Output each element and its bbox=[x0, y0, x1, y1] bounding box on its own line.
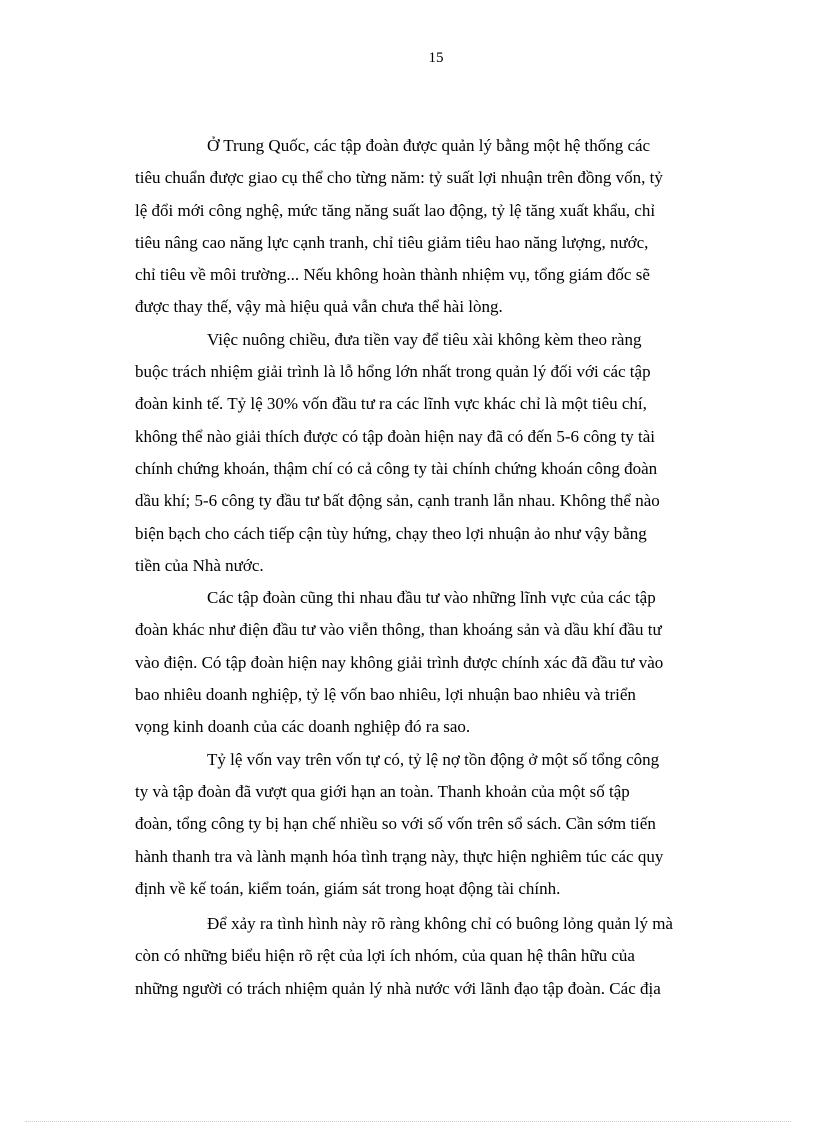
text-line: biện bạch cho cách tiếp cận tùy hứng, chạy theo lợi nhuận ảo như vậy bằng bbox=[135, 523, 647, 543]
text-line: Việc nuông chiều, đưa tiền vay để tiêu xài không kèm theo ràng bbox=[207, 329, 642, 349]
page-number: 15 bbox=[428, 50, 444, 66]
text-line: tiêu nâng cao năng lực cạnh tranh, chỉ tiêu giảm tiêu hao năng lượng, nước, bbox=[135, 232, 649, 252]
text-line: dầu khí; 5-6 công ty đầu tư bất động sản, cạnh tranh lẫn nhau. Không thể nào bbox=[135, 491, 660, 511]
text-line: chỉ tiêu về môi trường... Nếu không hoàn thành nhiệm vụ, tổng giám đốc sẽ bbox=[135, 265, 650, 285]
paragraph bbox=[135, 324, 717, 582]
text-line: Tỷ lệ vốn vay trên vốn tự có, tỷ lệ nợ tồn động ở một số tổng công bbox=[207, 749, 660, 769]
text-line: lệ đổi mới công nghệ, mức tăng năng suất lao động, tỷ lệ tăng xuất khẩu, chỉ bbox=[135, 200, 656, 220]
text-line: những người có trách nhiệm quản lý nhà nước với lãnh đạo tập đoàn. Các địa bbox=[135, 978, 661, 998]
paragraph bbox=[135, 744, 717, 905]
text-line: Để xảy ra tình hình này rõ ràng không chỉ có buông lỏng quản lý mà bbox=[207, 914, 673, 934]
page-bottom-rule bbox=[25, 1121, 791, 1122]
paragraph bbox=[135, 130, 717, 324]
text-line: đoàn kinh tế. Tỷ lệ 30% vốn đầu tư ra các lĩnh vực khác chỉ là một tiêu chí, bbox=[135, 394, 647, 414]
text-line: hành thanh tra và lành mạnh hóa tình trạng này, thực hiện nghiêm túc các quy bbox=[135, 846, 664, 866]
paragraph bbox=[135, 582, 717, 743]
text-line: đoàn khác như điện đầu tư vào viễn thông, than khoáng sản và dầu khí đầu tư bbox=[135, 620, 662, 640]
document-body bbox=[135, 130, 717, 1005]
text-line: tiền của Nhà nước. bbox=[135, 555, 264, 575]
text-line: đoàn, tổng công ty bị hạn chế nhiều so với số vốn trên sổ sách. Cần sớm tiến bbox=[135, 814, 656, 834]
text-line: vào điện. Có tập đoàn hiện nay không giải trình được chính xác đã đầu tư vào bbox=[135, 652, 664, 672]
text-line: được thay thế, vậy mà hiệu quả vẫn chưa thể hài lòng. bbox=[135, 297, 503, 317]
paragraph bbox=[135, 908, 717, 1005]
text-line: Các tập đoàn cũng thi nhau đầu tư vào những lĩnh vực của các tập bbox=[207, 588, 656, 608]
text-line: bao nhiêu doanh nghiệp, tỷ lệ vốn bao nhiêu, lợi nhuận bao nhiêu và triển bbox=[135, 685, 636, 705]
text-line: buộc trách nhiệm giải trình là lỗ hổng lớn nhất trong quản lý đối với các tập bbox=[135, 362, 651, 382]
text-line: không thể nào giải thích được có tập đoàn hiện nay đã có đến 5-6 công ty tài bbox=[135, 426, 656, 446]
text-line: tiêu chuẩn được giao cụ thể cho từng năm: tỷ suất lợi nhuận trên đồng vốn, tỷ bbox=[135, 168, 663, 188]
text-line: còn có những biểu hiện rõ rệt của lợi ích nhóm, của quan hệ thân hữu của bbox=[135, 946, 635, 966]
text-line: Ở Trung Quốc, các tập đoàn được quản lý bằng một hệ thống các bbox=[207, 136, 651, 155]
text-line: chính chứng khoán, thậm chí có cả công ty tài chính chứng khoán công đoàn bbox=[135, 458, 658, 478]
text-line: ty và tập đoàn đã vượt qua giới hạn an toàn. Thanh khoản của một số tập bbox=[135, 781, 630, 801]
text-line: vọng kinh doanh của các doanh nghiệp đó ra sao. bbox=[135, 717, 471, 737]
text-line: định về kế toán, kiểm toán, giám sát trong hoạt động tài chính. bbox=[135, 878, 561, 898]
